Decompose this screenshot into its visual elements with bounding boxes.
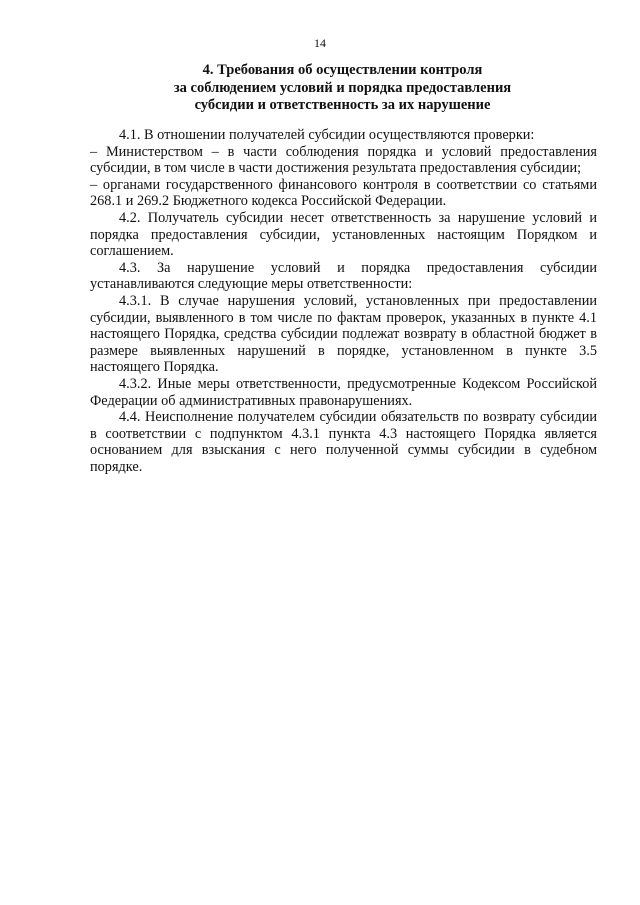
page-number: 14 [314, 36, 326, 50]
paragraph-4-3-1: 4.3.1. В случае нарушения условий, установленных при предоставлении субсидии, выявленного в том числе по фактам проверок, указанных в пункте 4.1 настоящего Порядка, средства субсидии подлежат возврату в областной бюджет в размере выявленных нарушений в порядке, установленном в пункте 3.5 настоящего Порядка. [90, 292, 597, 376]
section-heading-line: 4. Требования об осуществлении контроля [202, 62, 483, 78]
paragraph-4-1-financial-control: – органами государственного финансового контроля в соответствии со статьями 268.1 и 269.2 Бюджетного кодекса Российской Федерации. [90, 176, 597, 210]
section-heading-line: субсидии и ответственность за их нарушение [194, 97, 491, 113]
section-heading-line: за соблюдением условий и порядка предоставления [173, 79, 512, 96]
paragraph-4-3-2: 4.3.2. Иные меры ответственности, предусмотренные Кодексом Российской Федерации об административных правонарушениях. [90, 375, 597, 409]
paragraph-4-3: 4.3. За нарушение условий и порядка предоставления субсидии устанавливаются следующие меры ответственности: [90, 259, 597, 293]
paragraph-4-1: 4.1. В отношении получателей субсидии осуществляются проверки: [119, 127, 535, 143]
paragraph-4-1-ministry: – Министерством – в части соблюдения порядка и условий предоставления субсидии, в том числе в части достижения результата предоставления субсидии; [90, 143, 597, 177]
section-heading [90, 62, 595, 115]
section-body [90, 127, 597, 475]
paragraph-4-4: 4.4. Неисполнение получателем субсидии обязательств по возврату субсидии в соответствии с подпунктом 4.3.1 пункта 4.3 настоящего Порядка является основанием для взыскания с него полученной суммы субсидии в судебном порядке. [90, 409, 597, 475]
paragraph-4-2: 4.2. Получатель субсидии несет ответственность за нарушение условий и порядка предоставления субсидии, установленных настоящим Порядком и соглашением. [90, 209, 597, 260]
